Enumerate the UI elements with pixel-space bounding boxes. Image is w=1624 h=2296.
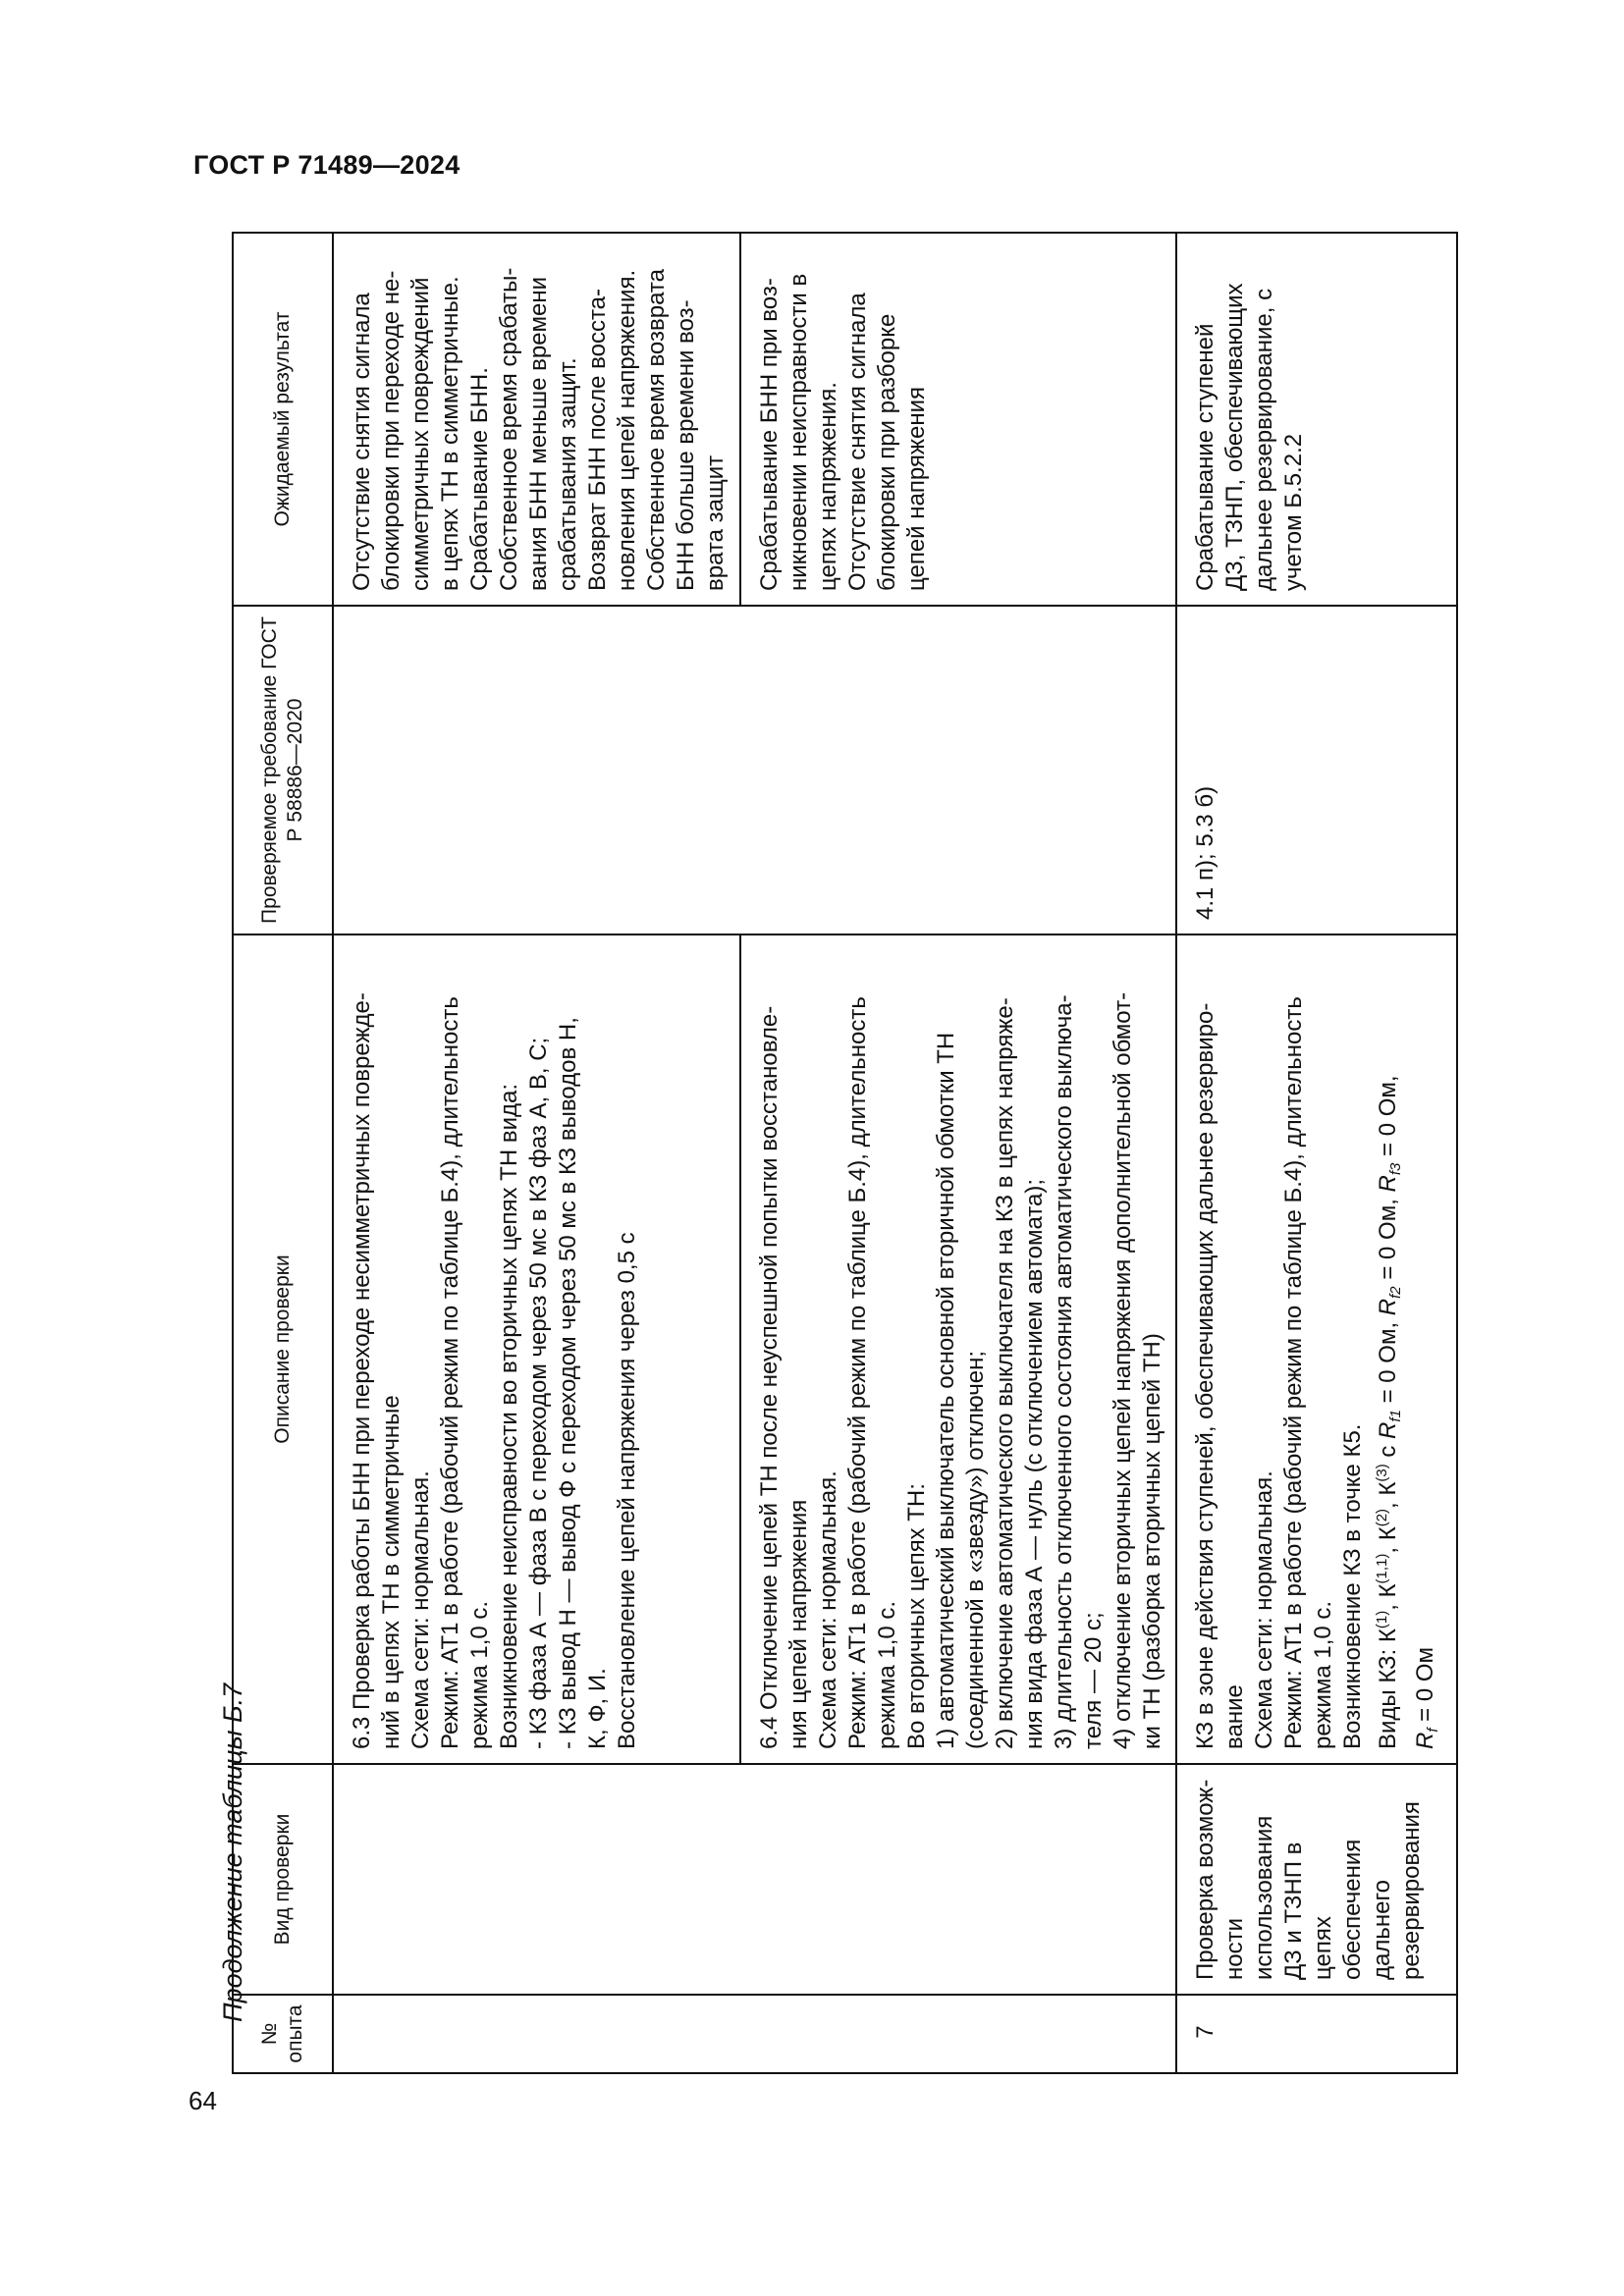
desc-line: 3) длительность отключенного состояния автоматического выключа- [1051,994,1077,1749]
kind-line: обеспечения дальнего [1339,1839,1395,1980]
desc-line: Возникновение КЗ в точке К5. [1339,1423,1366,1749]
desc-line: теля — 20 с; [1080,1612,1107,1749]
desc-line: режима 1,0 с. [874,1600,900,1749]
table-row [333,233,740,2073]
page-number: 64 [189,2086,217,2115]
expected-line: Срабатывание ступеней [1192,323,1218,591]
desc-line: К, Ф, И. [584,1668,611,1749]
resistance-symbol: R [1412,1732,1438,1749]
expected-line: Отсутствие снятия сигнала [349,293,375,591]
expected-line: Собственное время срабаты- [496,267,522,591]
desc-line: - КЗ вывод Н — вывод Ф с переходом через 50 мс в КЗ выводов Н, [555,1017,581,1749]
kz-eq: = 0 Ом, [1375,1315,1401,1411]
cell-requirement-empty [333,606,1176,934]
kz-sup: (3) [1374,1464,1390,1482]
kz-sup: (2) [1374,1508,1390,1527]
kz-eq: = 0 Ом, [1375,1075,1401,1163]
desc-line: Режим: АТ1 в работе (рабочий режим по таблице Б.4), длительность [844,996,871,1749]
desc-line: Во вторичных цепях ТН: [903,1483,930,1749]
desc-line: 1) автоматический выключатель основной вторичной обмотки ТН [933,1032,959,1749]
cell-expected [740,233,1176,606]
desc-line: 4) отключение вторичных цепей напряжения дополнительной обмот- [1110,991,1136,1749]
kind-line: ности использования [1221,1815,1277,1980]
expected-line: Возврат БНН после восста- [584,288,611,591]
expected-line: цепей напряжения [903,387,930,591]
desc-line: КЗ в зоне действия ступеней, обеспечивающих дальнее резервиро- [1192,1002,1218,1749]
desc-line: Возникновение неисправности во вторичных цепях ТН вида: [496,1083,522,1749]
desc-line: Схема сети: нормальная. [815,1470,841,1749]
col-header-requirement: Проверяемое требование ГОСТ Р 58886—2020 [233,606,333,934]
desc-line: ния цепей напряжения [785,1499,812,1749]
kz-eq: = 0 Ом, [1375,1192,1401,1287]
document-code: ГОСТ Р 71489—2024 [193,150,460,180]
desc-line: (соединенной в «звезду») отключен; [962,1350,989,1749]
kz-sep: , К [1375,1583,1401,1611]
test-table [232,232,1458,2074]
resistance-sub: f [1425,1728,1441,1733]
kind-line: ДЗ и ТЗНП в цепях [1280,1842,1336,1980]
kz-types-line-end [1411,945,1448,1749]
col-header-kind: Вид проверки [233,1764,333,1995]
kz-sep: , К [1375,1481,1401,1509]
resistance-sub: f3 [1387,1162,1404,1176]
cell-description [333,934,740,1764]
desc-line: Восстановление цепей напряжения через 0,5 с [614,1232,640,1749]
kz-sup: (1) [1374,1610,1390,1629]
cell-requirement: 4.1 п); 5.3 б) [1176,606,1457,934]
resistance-sub: f1 [1387,1410,1404,1422]
kz-eq-end: = 0 Ом [1412,1646,1438,1729]
expected-line: срабатывания защит. [555,357,581,591]
expected-line: новления цепей напряжения. [614,269,640,591]
expected-line: вания БНН меньше времени [525,276,552,591]
cell-description [1176,934,1457,1764]
kind-line: Проверка возмож- [1192,1779,1218,1980]
expected-line: дальнее резервирование, с [1251,288,1277,591]
col-header-description: Описание проверки [233,934,333,1764]
table-row [1176,233,1457,2073]
desc-line: 2) включение автоматического выключателя на КЗ в цепях напряже- [992,997,1018,1749]
expected-line: врата защит [702,454,729,591]
cell-description [740,934,1176,1764]
desc-line: Схема сети: нормальная. [407,1470,434,1749]
expected-line: БНН больше времени воз- [673,299,699,591]
cell-num-empty [333,1995,1176,2073]
expected-line: цепях напряжения. [815,382,841,591]
kz-sup: (1,1) [1374,1553,1390,1584]
col-header-expected: Ожидаемый результат [233,233,333,606]
expected-line: блокировки при переходе не- [378,270,405,591]
col-header-num: № опыта [233,1995,333,2073]
desc-line: ки ТН (разборка вторичных цепей ТН) [1139,1333,1165,1749]
expected-line: Срабатывание БНН. [466,367,493,591]
expected-line: никновении неисправности в [785,273,812,591]
desc-line: режима 1,0 с. [1310,1600,1336,1749]
desc-line: 6.4 Отключение цепей ТН после неуспешной попытки восстановле- [756,1005,783,1749]
cell-expected [333,233,740,606]
kz-sep: , К [1375,1526,1401,1554]
desc-line: - КЗ фаза А — фаза В с переходом через 50 мс в КЗ фаз А, В, С; [525,1037,552,1749]
desc-line: 6.3 Проверка работы БНН при переходе несимметричных поврежде- [349,992,375,1749]
expected-line: Отсутствие снятия сигнала [844,293,871,591]
desc-line: режима 1,0 с. [466,1600,493,1749]
kz-with: с [1375,1438,1401,1465]
resistance-symbol: R [1375,1421,1401,1439]
kz-prefix: Виды КЗ: К [1375,1629,1401,1749]
kind-line: резервирования [1398,1801,1425,1980]
desc-line: Режим: АТ1 в работе (рабочий режим по таблице Б.4), длительность [1280,996,1307,1749]
cell-expected [1176,233,1457,606]
table-header-row [233,233,333,2073]
expected-line: Собственное время возврата [643,268,670,591]
resistance-symbol: R [1375,1298,1401,1316]
cell-kind-empty [333,1764,1176,1995]
desc-line: ний в цепях ТН в симметричные [378,1395,405,1749]
expected-line: в цепях ТН в симметричные. [437,276,463,591]
expected-line: учетом Б.5.2.2 [1280,433,1307,591]
expected-line: Срабатывание БНН при воз- [756,278,783,591]
desc-line: вание [1221,1684,1248,1749]
table-caption: Продолжение таблицы Б.7 [218,1682,247,2022]
desc-line: Режим: АТ1 в работе (рабочий режим по таблице Б.4), длительность [437,996,463,1749]
cell-kind [1176,1764,1457,1995]
expected-line: блокировки при разборке [874,313,900,591]
kz-types-line [1368,945,1411,1749]
resistance-symbol: R [1375,1175,1401,1193]
desc-line: ния вида фаза А — нуль (с отключением автомата); [1021,1178,1048,1749]
resistance-sub: f2 [1387,1286,1404,1299]
expected-line: ДЗ, ТЗНП, обеспечивающих [1221,283,1248,591]
rotated-table-container [232,234,1449,2074]
desc-line: Схема сети: нормальная. [1251,1470,1277,1749]
cell-num: 7 [1176,1995,1457,2073]
expected-line: симметричных повреждений [407,277,434,591]
